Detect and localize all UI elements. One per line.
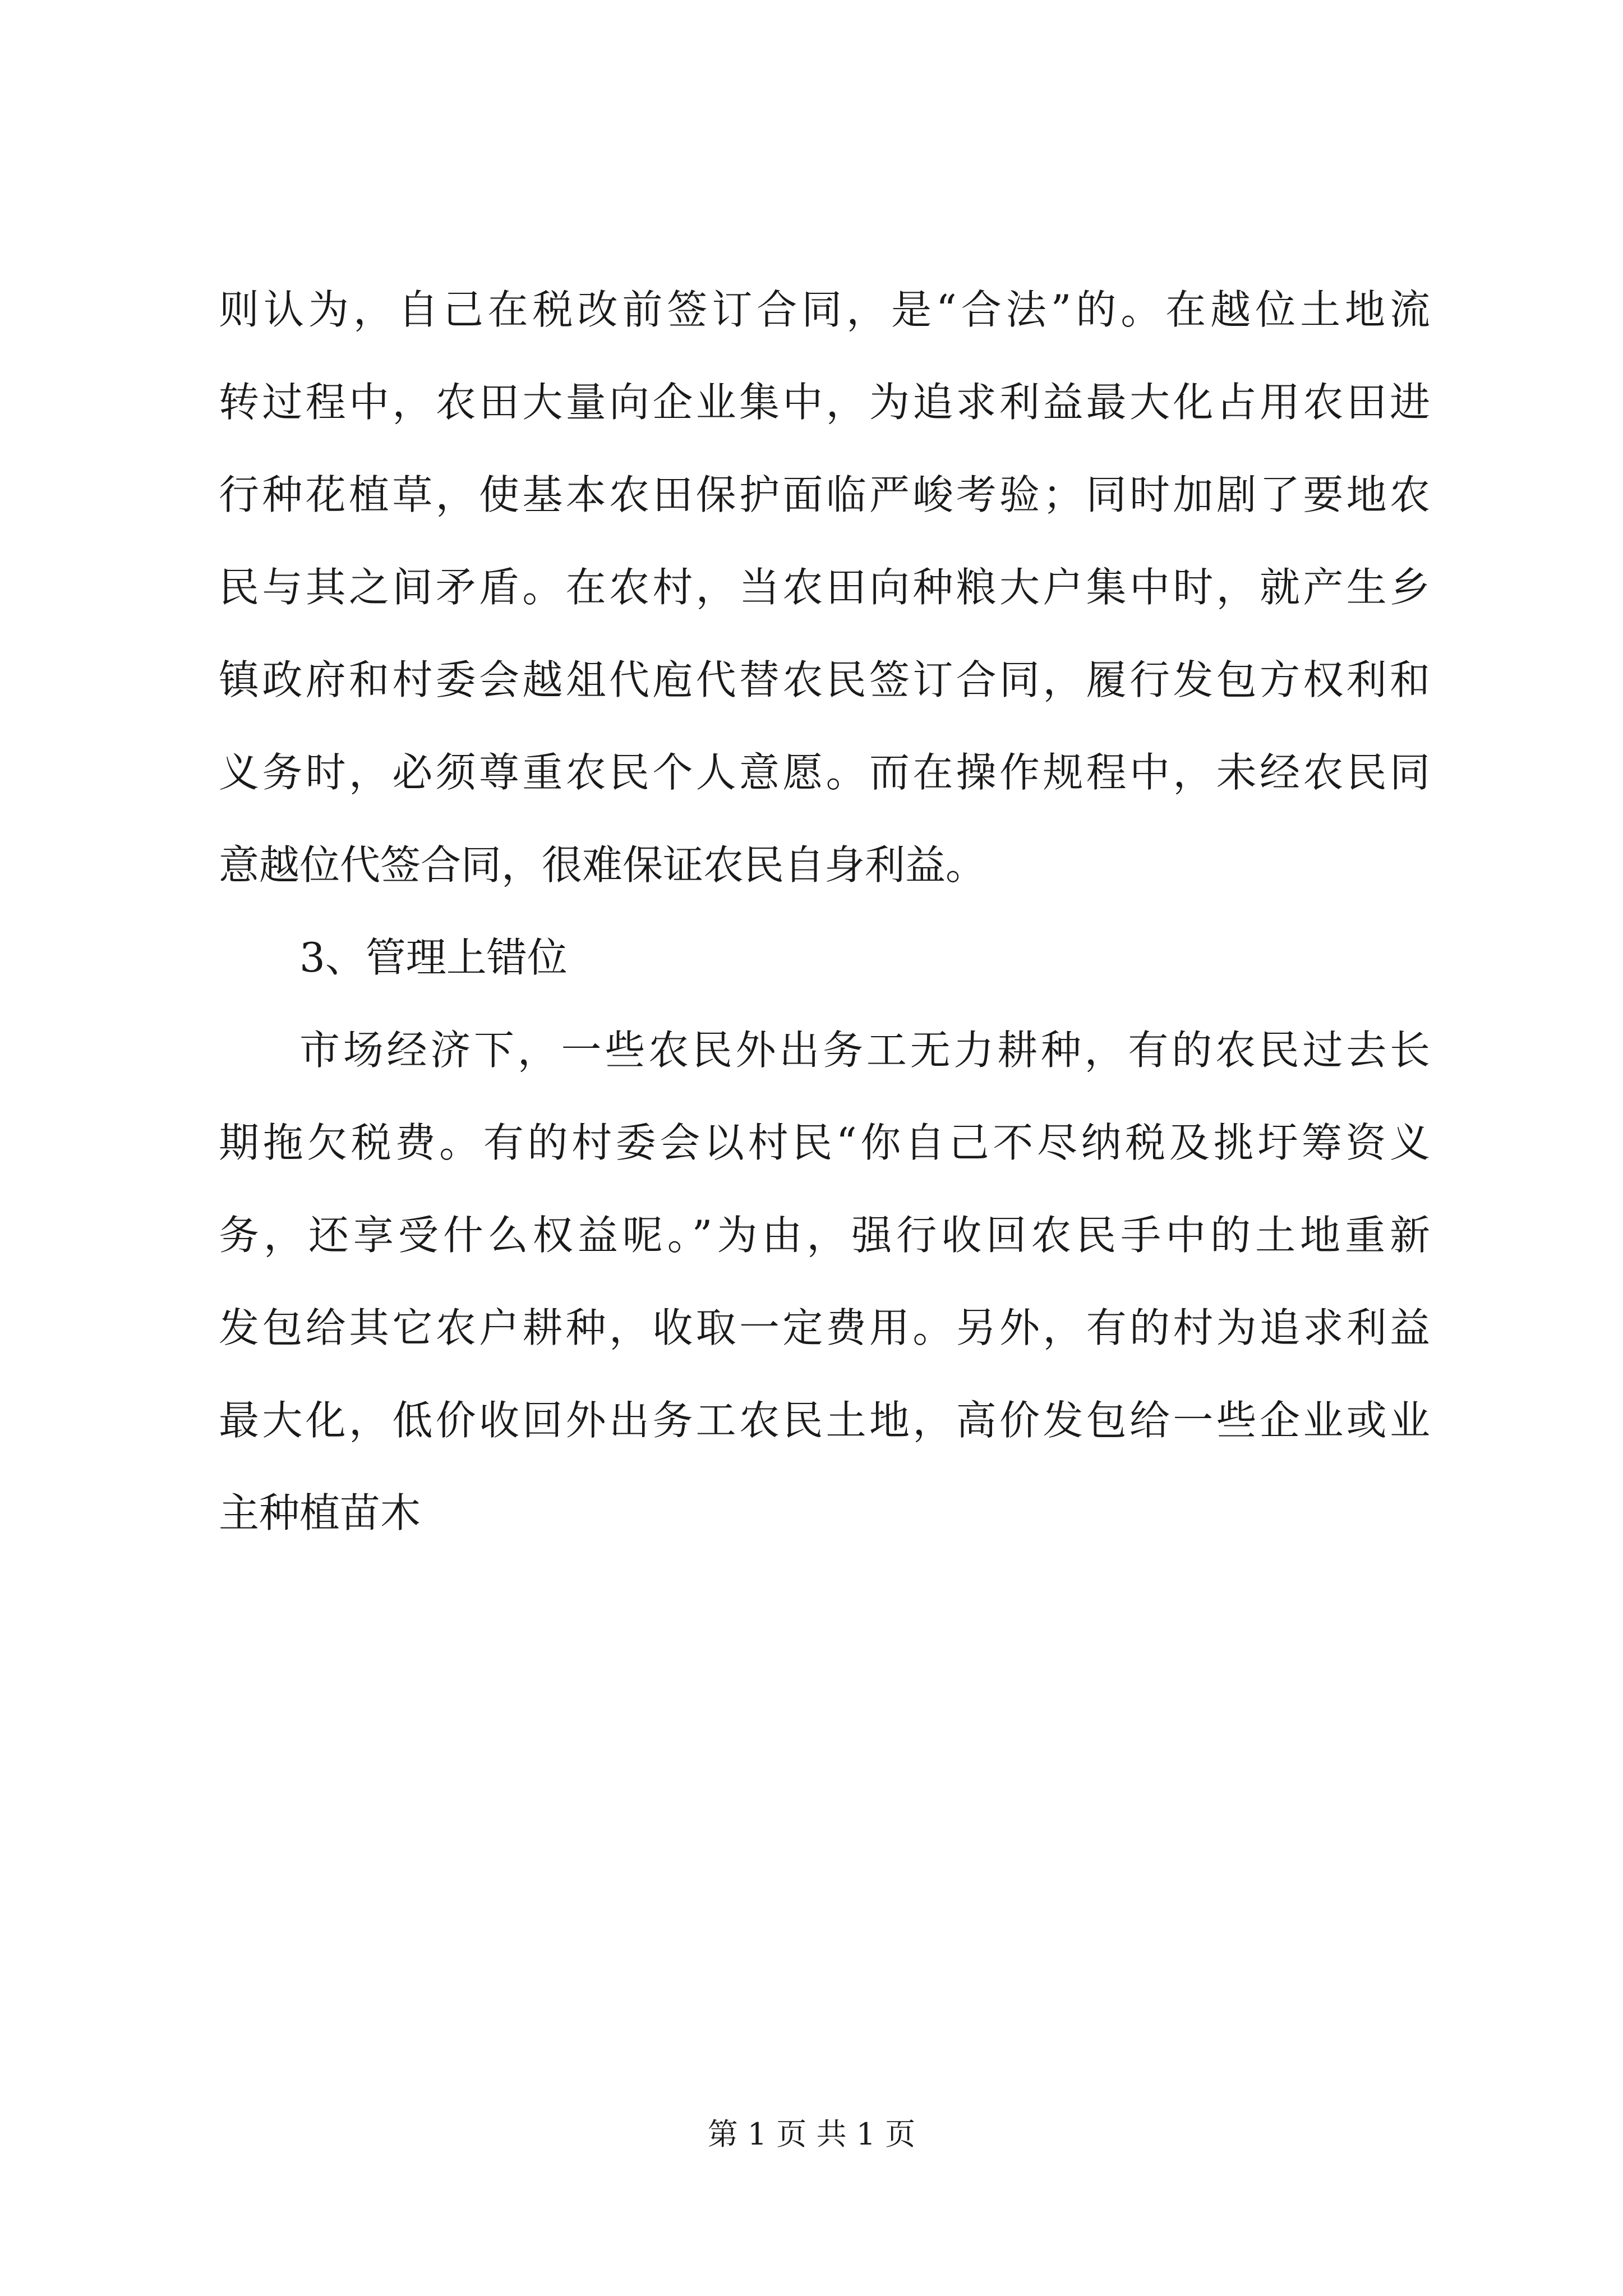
paragraph-line: 主种植苗木 bbox=[219, 1489, 421, 1536]
page-number-label: 第 1 页 共 1 页 bbox=[707, 2116, 916, 2152]
paragraph-line: 转过程中，农田大量向企业集中，为追求利益最大化占用农田进 bbox=[219, 379, 1430, 426]
paragraph-line: 最大化，低价收回外出务工农民土地，高价发包给一些企业或业 bbox=[219, 1397, 1430, 1444]
paragraph-line: 行种花植草，使基本农田保护面临严峻考验；同时加剧了要地农 bbox=[219, 471, 1430, 518]
section-heading: 3、管理上错位 bbox=[299, 934, 568, 981]
paragraph-line: 意越位代签合同，很难保证农民自身利益。 bbox=[219, 841, 986, 889]
paragraph-line: 期拖欠税费。有的村委会以村民“你自己不尽纳税及挑圩筹资义 bbox=[219, 1119, 1430, 1166]
document-body bbox=[219, 264, 1430, 1559]
paragraph-line: 镇政府和村委会越俎代庖代替农民签订合同，履行发包方权利和 bbox=[219, 656, 1430, 703]
paragraph-line: 民与其之间矛盾。在农村，当农田向种粮大户集中时，就产生乡 bbox=[219, 564, 1430, 611]
paragraph-line: 则认为，自己在税改前签订合同，是“合法”的。在越位土地流 bbox=[219, 286, 1430, 333]
paragraph-line: 发包给其它农户耕种，收取一定费用。另外，有的村为追求利益 bbox=[219, 1304, 1430, 1351]
paragraph-line: 市场经济下，一些农民外出务工无力耕种，有的农民过去长 bbox=[299, 1027, 1430, 1074]
page-footer bbox=[0, 2115, 1623, 2154]
paragraph-line: 义务时，必须尊重农民个人意愿。而在操作规程中，未经农民同 bbox=[219, 749, 1430, 796]
paragraph-line: 务，还享受什么权益呢。”为由，强行收回农民手中的土地重新 bbox=[219, 1212, 1430, 1259]
